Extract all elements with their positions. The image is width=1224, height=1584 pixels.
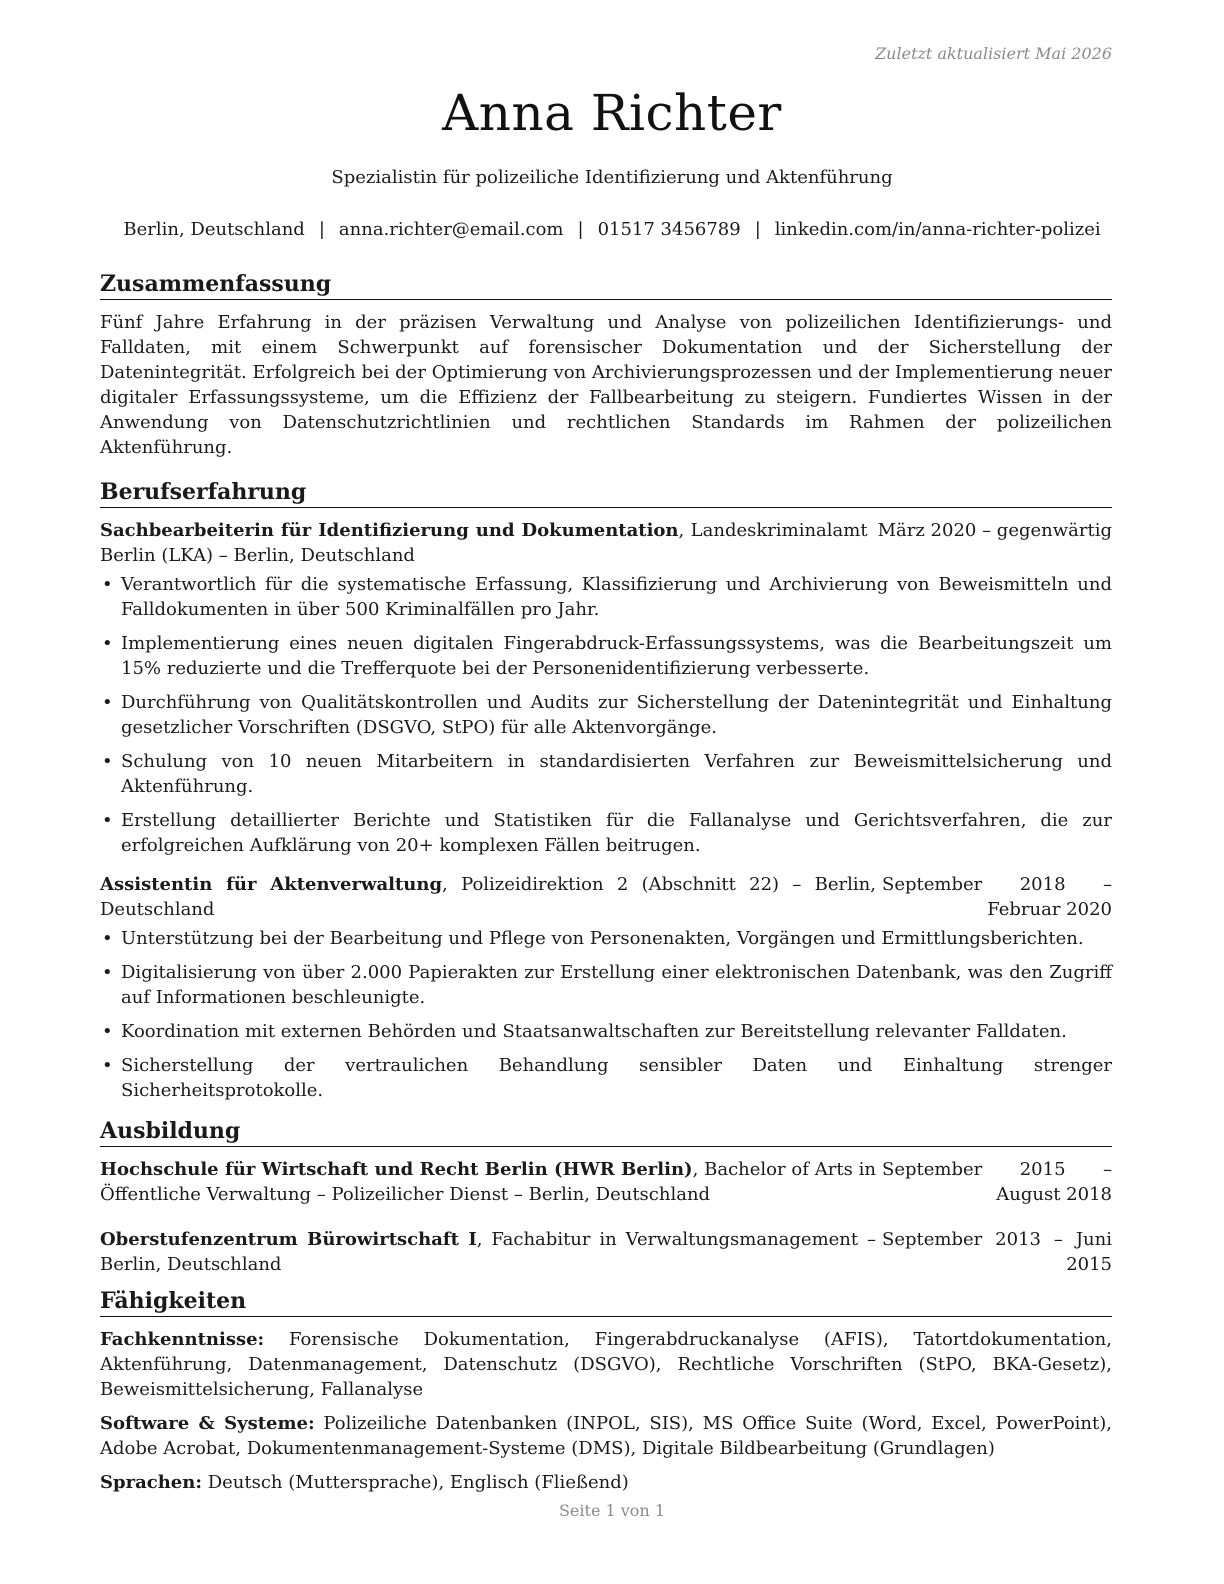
- contact-linkedin[interactable]: linkedin.com/in/anna-richter-polizei: [774, 219, 1101, 240]
- education-detail: , Bachelor of Arts in Öffentliche Verwaltung – Polizeilicher Dienst – Berlin, Deutschland: [100, 1159, 877, 1205]
- candidate-subtitle: Spezialistin für polizeiliche Identifizierung und Aktenführung: [331, 167, 893, 188]
- bullet-icon: •: [102, 633, 113, 654]
- job-entry: [100, 518, 1112, 858]
- skill-text: Deutsch (Muttersprache), Englisch (Fließend): [201, 1472, 629, 1493]
- contact-separator: |: [318, 219, 325, 240]
- skill-label: Sprachen:: [100, 1472, 202, 1493]
- job-bullets: [100, 572, 1112, 858]
- education-dates: September 2015 – August 2018: [882, 1159, 1112, 1205]
- list-item: [100, 808, 1112, 858]
- education-school: Oberstufenzentrum Bürowirtschaft I: [100, 1229, 477, 1250]
- skill-label: Fachkenntnisse:: [100, 1329, 265, 1350]
- education-school: Hochschule für Wirtschaft und Recht Berlin (HWR Berlin): [100, 1159, 693, 1180]
- skill-text: Forensische Dokumentation, Fingerabdruckanalyse (AFIS), Tatortdokumentation, Aktenführung, Datenmanagement, Datenschutz (DSGVO), Rechtliche Vorschriften (StPO, BKA-Gesetz), Beweismittelsicherung, Fallanalyse: [100, 1329, 1112, 1400]
- job-organization: , Landeskriminalamt Berlin (LKA) – Berlin, Deutschland: [100, 520, 868, 566]
- candidate-name: Anna Richter: [442, 84, 782, 142]
- skill-group: [100, 1327, 1112, 1402]
- job-title-line: [100, 518, 1112, 568]
- job-role: Sachbearbeiterin für Identifizierung und Dokumentation: [100, 520, 679, 541]
- bullet-text: Erstellung detaillierter Berichte und Statistiken für die Fallanalyse und Gerichtsverfahren, die zur erfolgreichen Aufklärung von 20+ komplexen Fällen beitrugen.: [121, 810, 1112, 856]
- bullet-icon: •: [102, 962, 113, 983]
- contact-separator: |: [754, 219, 761, 240]
- bullet-icon: •: [102, 574, 113, 595]
- job-role: Assistentin für Aktenverwaltung: [100, 874, 443, 895]
- bullet-text: Durchführung von Qualitätskontrollen und Audits zur Sicherstellung der Datenintegrität und Einhaltung gesetzlicher Vorschriften (DSGVO, StPO) für alle Aktenvorgänge.: [121, 692, 1112, 738]
- education-entry: [100, 1157, 1112, 1207]
- skill-label: Software & Systeme:: [100, 1413, 315, 1434]
- job-entry: [100, 872, 1112, 1103]
- job-bullets: [100, 926, 1112, 1103]
- summary-heading: Zusammenfassung: [100, 270, 1112, 300]
- education-section: [100, 1117, 1112, 1277]
- list-item: [100, 749, 1112, 799]
- bullet-icon: •: [102, 1021, 113, 1042]
- contact-location: Berlin, Deutschland: [123, 219, 305, 240]
- page-number: Seite 1 von 1: [558, 1501, 666, 1520]
- list-item: [100, 960, 1112, 1010]
- list-item: [100, 572, 1112, 622]
- education-dates: September 2013 – Juni 2015: [882, 1229, 1112, 1275]
- bullet-text: Schulung von 10 neuen Mitarbeitern in standardisierten Verfahren zur Beweismittelsicherung und Aktenführung.: [121, 751, 1112, 797]
- skill-text: Polizeiliche Datenbanken (INPOL, SIS), MS Office Suite (Word, Excel, PowerPoint), Adobe Acrobat, Dokumentenmanagement-Systeme (DMS), Digitale Bildbearbeitung (Grundlagen): [100, 1413, 1112, 1459]
- contact-phone: 01517 3456789: [597, 219, 741, 240]
- education-text: [100, 1227, 876, 1277]
- bullet-icon: •: [102, 928, 113, 949]
- bullet-icon: •: [102, 692, 113, 713]
- experience-heading: Berufserfahrung: [100, 478, 1112, 508]
- experience-section: [100, 478, 1112, 1103]
- bullet-text: Digitalisierung von über 2.000 Papierakten zur Erstellung einer elektronischen Datenbank, was den Zugriff auf Informationen beschleunigte.: [121, 962, 1112, 1008]
- education-heading: Ausbildung: [100, 1117, 1112, 1147]
- skills-section: [100, 1287, 1112, 1495]
- bullet-text: Unterstützung bei der Bearbeitung und Pflege von Personenakten, Vorgängen und Ermittlungsberichten.: [121, 928, 1084, 949]
- skill-group: [100, 1470, 1112, 1495]
- education-entry: [100, 1227, 1112, 1277]
- education-text: [100, 1157, 876, 1207]
- job-header: [100, 518, 1112, 568]
- bullet-text: Implementierung eines neuen digitalen Fingerabdruck-Erfassungssystems, was die Bearbeitungszeit um 15% reduzierte und die Trefferquote bei der Personenidentifizierung verbesserte.: [121, 633, 1112, 679]
- job-dates: September 2018 – Februar 2020: [882, 874, 1112, 920]
- list-item: [100, 690, 1112, 740]
- job-organization: , Polizeidirektion 2 (Abschnitt 22) – Berlin, Deutschland: [100, 874, 876, 920]
- bullet-icon: •: [102, 810, 113, 831]
- list-item: [100, 631, 1112, 681]
- summary-text: Fünf Jahre Erfahrung in der präzisen Verwaltung und Analyse von polizeilichen Identifizierungs- und Falldaten, mit einem Schwerpunkt auf forensischer Dokumentation und der Sicherstellung der Datenintegrität. Erfolgreich bei der Optimierung von Archivierungsprozessen und der Implementierung neuer digitaler Erfassungssysteme, um die Effizienz der Fallbearbeitung zu steigern. Fundiertes Wissen in der Anwendung von Datenschutzrichtlinien und rechtlichen Standards im Rahmen der polizeilichen Aktenführung.: [100, 312, 1112, 458]
- summary-section: [100, 270, 1112, 460]
- bullet-text: Verantwortlich für die systematische Erfassung, Klassifizierung und Archivierung von Beweismitteln und Falldokumenten in über 500 Kriminalfällen pro Jahr.: [121, 574, 1112, 620]
- job-title-line: [100, 872, 876, 922]
- skills-heading: Fähigkeiten: [100, 1287, 1112, 1317]
- list-item: [100, 926, 1112, 951]
- contact-line: [0, 219, 1224, 240]
- list-item: [100, 1019, 1112, 1044]
- last-updated-note: Zuletzt aktualisiert Mai 2026: [875, 44, 1112, 63]
- job-header: [100, 872, 1112, 922]
- skill-group: [100, 1411, 1112, 1461]
- contact-separator: |: [577, 219, 584, 240]
- list-item: [100, 1053, 1112, 1103]
- education-detail: , Fachabitur in Verwaltungsmanagement – Berlin, Deutschland: [100, 1229, 876, 1275]
- bullet-icon: •: [102, 751, 113, 772]
- bullet-icon: •: [102, 1055, 113, 1076]
- bullet-text: Koordination mit externen Behörden und Staatsanwaltschaften zur Bereitstellung relevanter Falldaten.: [121, 1021, 1067, 1042]
- resume-body: [100, 270, 1112, 1505]
- bullet-text: Sicherstellung der vertraulichen Behandlung sensibler Daten und Einhaltung strenger Sicherheitsprotokolle.: [121, 1055, 1112, 1101]
- contact-email[interactable]: anna.richter@email.com: [338, 219, 564, 240]
- job-dates: März 2020 – gegenwärtig: [877, 520, 1112, 541]
